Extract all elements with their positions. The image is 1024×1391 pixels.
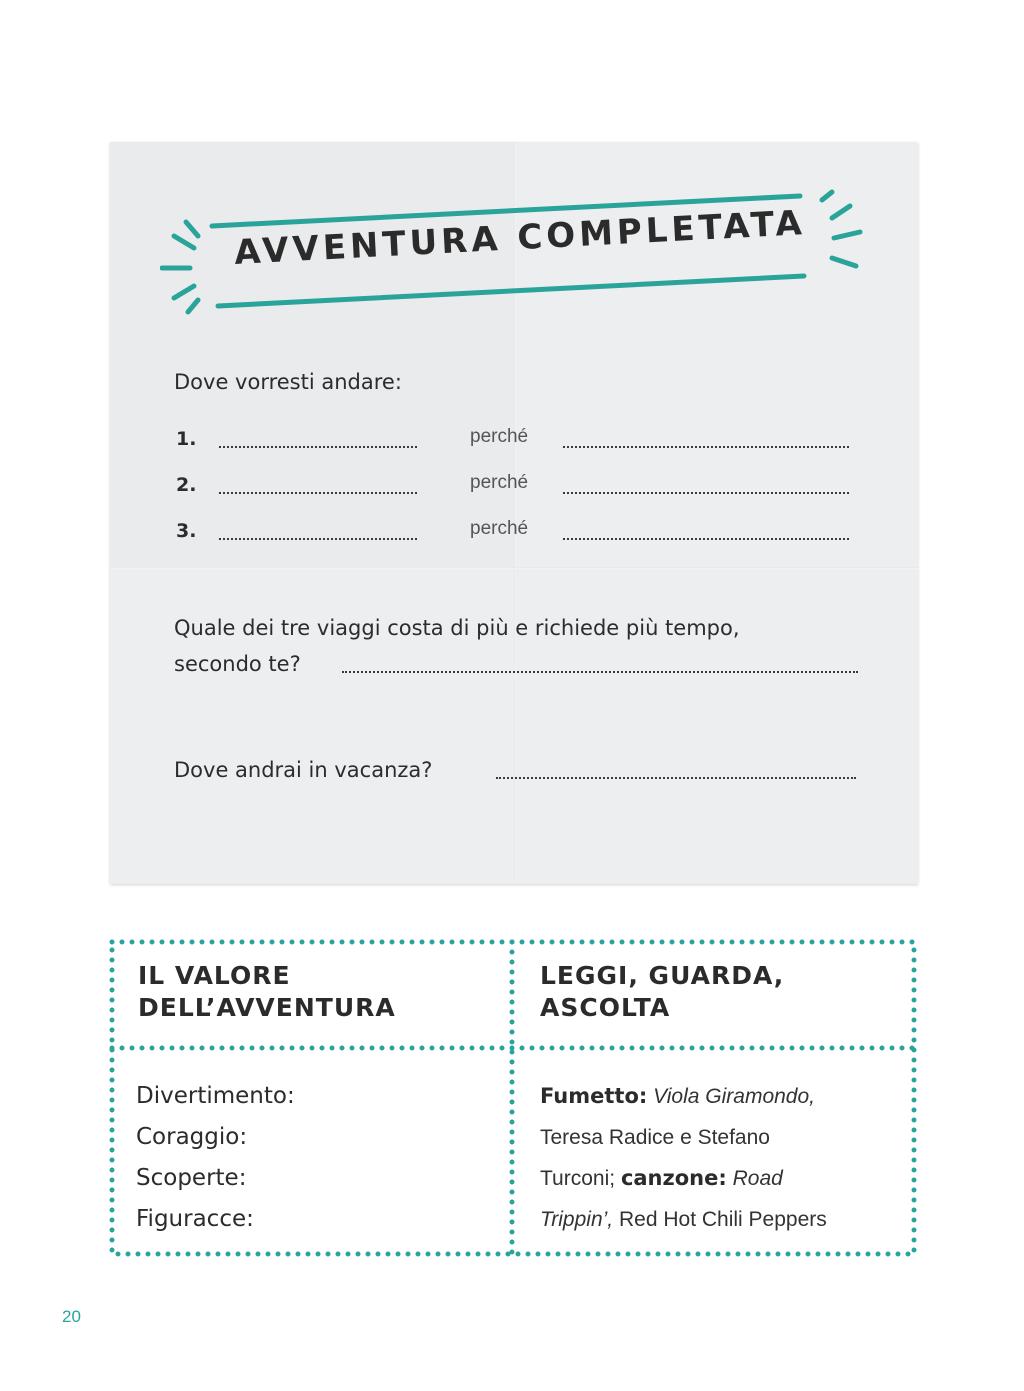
cost-question-line1: Quale dei tre viaggi costa di più e richiede più tempo,: [174, 616, 740, 640]
why-line[interactable]: [563, 492, 849, 494]
song-title-start: Road: [732, 1167, 783, 1190]
why-label: perché: [470, 472, 529, 493]
recommendations: [540, 1076, 910, 1240]
value-item: Figuracce:: [136, 1206, 254, 1232]
answer-number: 2.: [176, 474, 197, 496]
answer-number: 3.: [176, 520, 197, 542]
where-question: Dove vorresti andare:: [174, 370, 402, 394]
why-label: perché: [470, 518, 529, 539]
title-banner: [160, 188, 870, 318]
vacation-question: Dove andrai in vacanza?: [174, 758, 433, 782]
info-box: [108, 938, 918, 1258]
why-line[interactable]: [563, 538, 849, 540]
comic-title: Viola Giramondo,: [653, 1085, 815, 1108]
answer-number: 1.: [176, 428, 197, 450]
cost-question-line2: secondo te?: [174, 652, 301, 676]
why-label: perché: [470, 426, 529, 447]
answer-line[interactable]: [219, 538, 417, 540]
answer-line[interactable]: [219, 446, 417, 448]
value-box-title: [138, 960, 396, 1024]
read-title-line: LEGGI, GUARDA,: [540, 961, 785, 990]
answer-line[interactable]: [219, 492, 417, 494]
page-title: AVVENTURA COMPLETATA: [233, 203, 807, 273]
value-item: Coraggio:: [136, 1124, 248, 1150]
cost-answer-line[interactable]: [342, 671, 858, 673]
vacation-answer-line[interactable]: [496, 777, 856, 779]
comic-authors-end: Turconi;: [540, 1167, 616, 1190]
song-title-end: Trippin’,: [540, 1208, 614, 1231]
value-item: Divertimento:: [136, 1083, 295, 1109]
value-title-line: DELL’AVVENTURA: [138, 993, 396, 1022]
paper-fold-horizontal: [110, 567, 918, 569]
song-artist: Red Hot Chili Peppers: [618, 1208, 827, 1231]
page-number: 20: [62, 1307, 81, 1326]
read-box-title: [540, 960, 784, 1024]
answer-row: [174, 520, 864, 550]
answer-row: [174, 428, 864, 458]
song-label: canzone:: [620, 1166, 727, 1190]
value-list: [136, 1076, 295, 1240]
value-item: Scoperte:: [136, 1165, 247, 1191]
comic-label: Fumetto:: [540, 1084, 648, 1108]
value-title-line: IL VALORE: [138, 961, 291, 990]
answer-row: [174, 474, 864, 504]
comic-authors: Teresa Radice e Stefano: [540, 1126, 770, 1149]
why-line[interactable]: [563, 446, 849, 448]
read-title-line: ASCOLTA: [540, 993, 671, 1022]
